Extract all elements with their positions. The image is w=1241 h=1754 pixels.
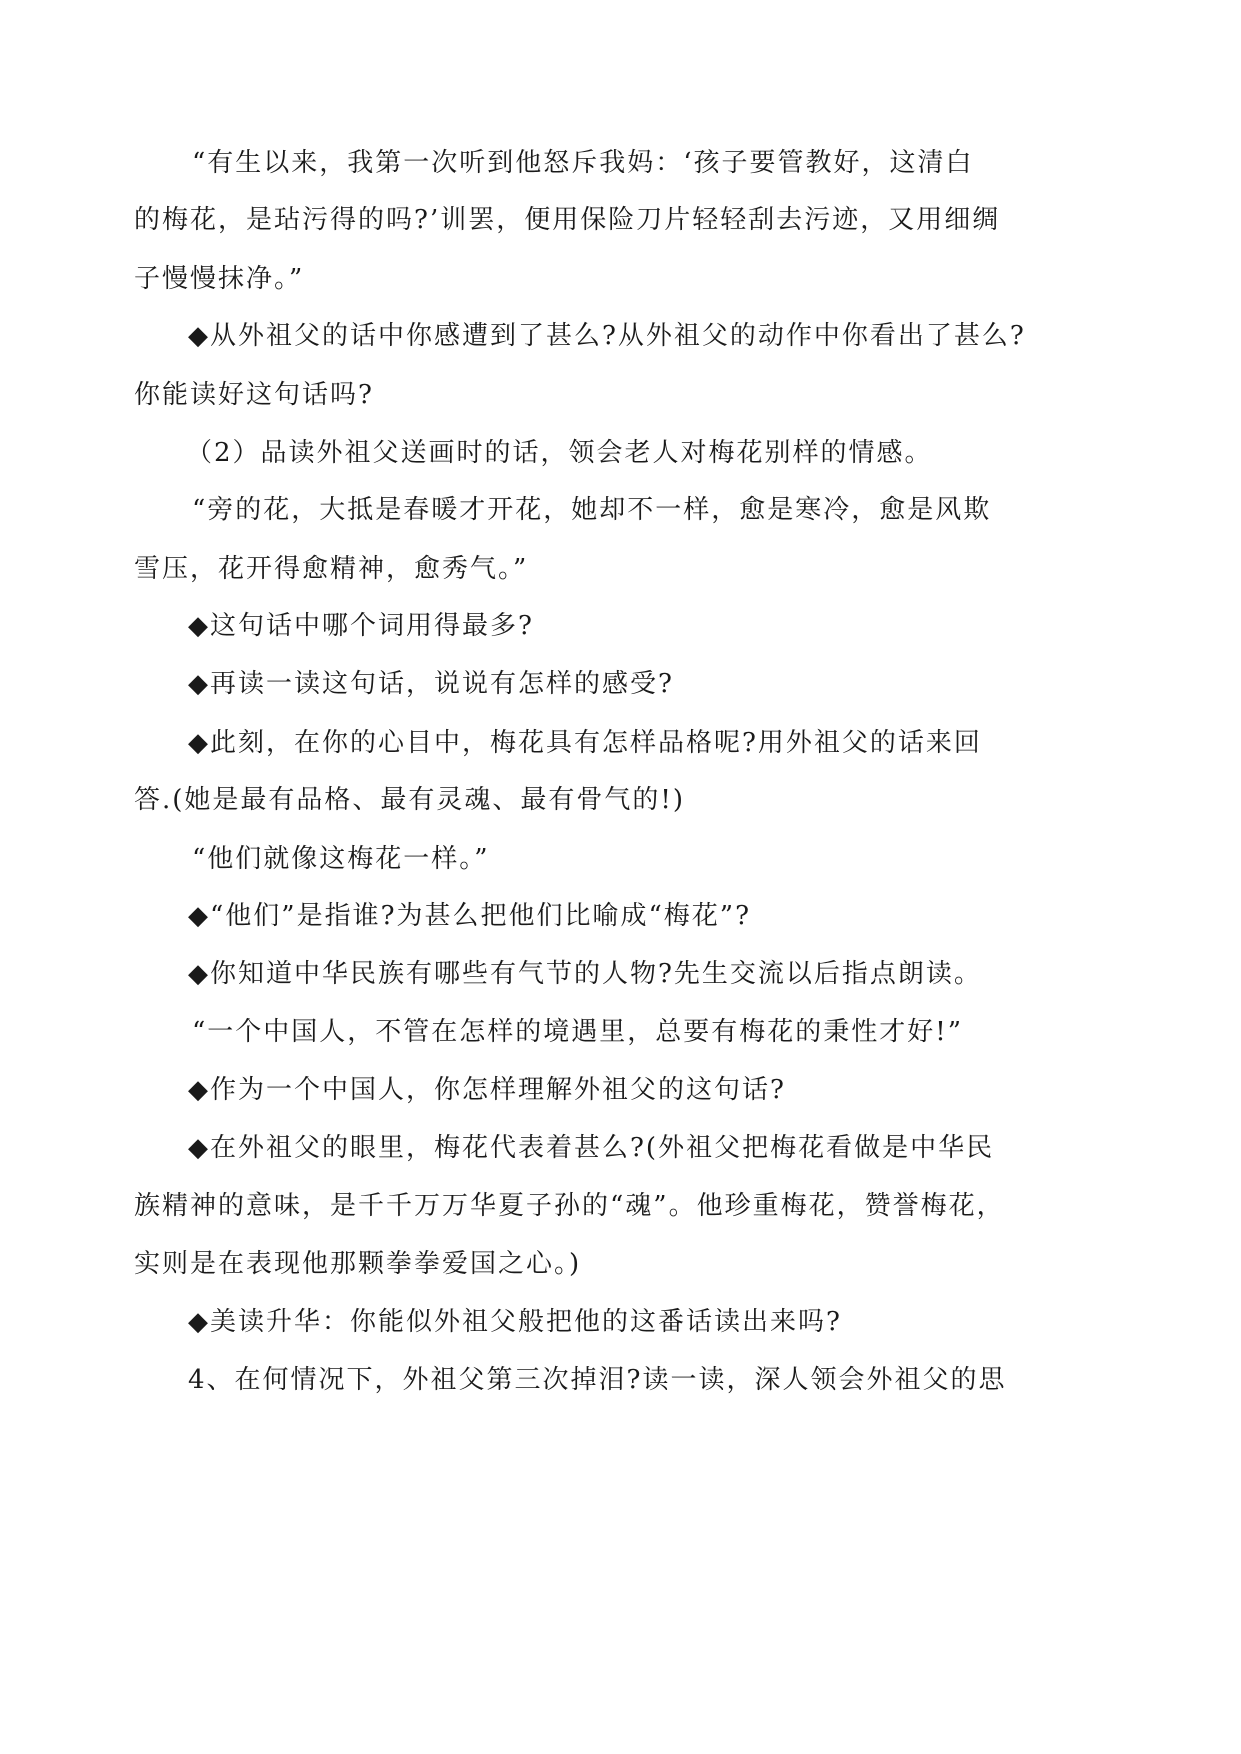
text-line: 答.(她是最有品格、最有灵魂、最有骨气的!) <box>134 785 686 815</box>
text-line: ◆在外祖父的眼里，梅花代表着甚么?(外祖父把梅花看做是中华民 <box>188 1133 995 1163</box>
text-line: ◆此刻，在你的心目中，梅花具有怎样品格呢?用外祖父的话来回 <box>188 728 982 758</box>
text-line: 子慢慢抹净。” <box>134 264 305 294</box>
text-line: ◆你知道中华民族有哪些有气节的人物?先生交流以后指点朗读。 <box>188 959 982 989</box>
text-line: 实则是在表现他那颗拳拳爱国之心。) <box>134 1249 582 1279</box>
text-line: 族精神的意味，是千千万万华夏子孙的“魂”。他珍重梅花，赞誉梅花， <box>134 1191 1005 1221</box>
text-line: “有生以来，我第一次听到他怒斥我妈：‘孩子要管教好，这清白 <box>192 148 974 178</box>
text-line: （2）品读外祖父送画时的话，领会老人对梅花别样的情感。 <box>186 438 933 468</box>
text-line: ◆这句话中哪个词用得最多? <box>188 611 534 641</box>
text-line: 的梅花，是玷污得的吗?’训罢，便用保险刀片轻轻刮去污迹，又用细绸 <box>134 205 1001 235</box>
text-line: 4、在何情况下，外祖父第三次掉泪?读一读，深人领会外祖父的思 <box>188 1365 1007 1395</box>
text-line: 雪压，花开得愈精神，愈秀气。” <box>134 554 529 584</box>
text-line: ◆“他们”是指谁?为甚么把他们比喻成“梅花”? <box>188 901 752 931</box>
text-line: ◆从外祖父的话中你感遭到了甚么?从外祖父的动作中你看出了甚么? <box>188 321 1026 351</box>
text-line: “他们就像这梅花一样。” <box>192 844 490 874</box>
text-line: “一个中国人，不管在怎样的境遇里，总要有梅花的秉性才好!” <box>192 1017 964 1047</box>
text-line: “旁的花，大抵是春暖才开花，她却不一样，愈是寒冷，愈是风欺 <box>192 495 992 525</box>
text-line: ◆美读升华：你能似外祖父般把他的这番话读出来吗? <box>188 1307 842 1337</box>
text-line: ◆再读一读这句话，说说有怎样的感受? <box>188 669 674 699</box>
text-line: 你能读好这句话吗? <box>134 380 374 410</box>
text-line: ◆作为一个中国人，你怎样理解外祖父的这句话? <box>188 1075 786 1105</box>
